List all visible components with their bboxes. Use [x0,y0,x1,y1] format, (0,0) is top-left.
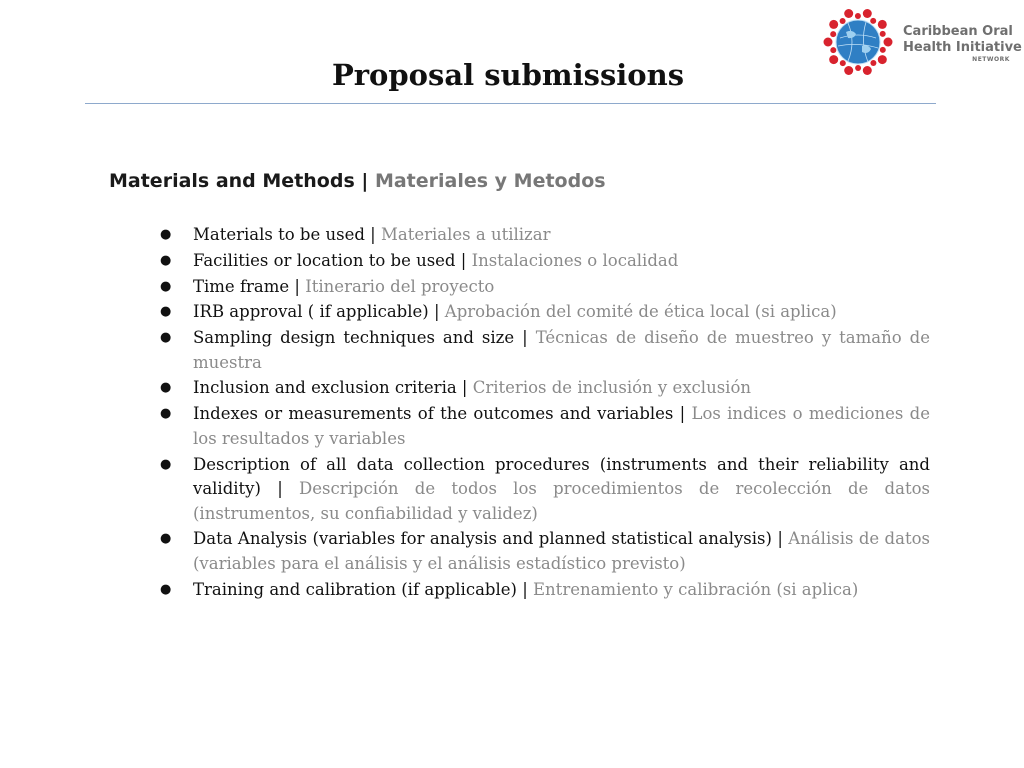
item-en: Description of all data collection procedures (instruments and their reliability and validity) [193,454,930,499]
bullet-icon: ● [160,278,172,294]
item-separator: | [428,302,445,322]
section-heading-en: Materials and Methods [109,170,355,192]
item-es: Aprobación del comité de ética local (si aplica) [444,302,837,322]
bullet-icon: ● [160,456,172,472]
item-en: Time frame [193,276,290,296]
requirements-list [160,223,930,603]
list-item [160,402,930,451]
bullet-icon: ● [160,227,172,242]
item-separator: | [673,404,692,424]
bullet-icon: ● [160,380,172,396]
logo-line-1: Caribbean Oral [903,24,1013,39]
item-en: Sampling design techniques and size [193,328,515,348]
item-es: Los indices o mediciones de los resultados y variables [193,404,930,448]
logo-line-2: Health Initiative [903,40,1022,55]
list-item [160,223,930,248]
item-en: IRB approval ( if applicable) [193,302,429,322]
section-heading-es: Materiales y Metodos [374,170,606,192]
list-item [160,578,930,603]
section-heading [109,170,606,192]
bullet-icon: ● [160,531,172,547]
list-item [160,326,930,375]
item-en: Inclusion and exclusion criteria [193,378,457,398]
list-item [160,376,930,401]
item-es: Descripción de todos los procedimientos de recolección de datos (instrumentos, su confiabilidad y validez) [193,479,930,523]
item-separator: | [455,250,472,270]
page-title: Proposal submissions [331,58,685,92]
item-es: Itinerario del proyecto [305,276,495,296]
list-item [160,275,930,300]
section-heading-separator: | [354,170,375,192]
title-divider [85,103,936,104]
item-en: Facilities or location to be used [193,250,456,270]
logo-line-3: NETWORK [972,56,1010,63]
item-separator: | [456,378,473,398]
item-separator: | [516,579,534,599]
bullet-icon: ● [160,581,172,597]
list-item [160,453,930,527]
item-es: Criterios de inclusión y exclusión [472,378,752,398]
item-separator: | [364,225,381,244]
item-es: Instalaciones o localidad [471,250,679,270]
bullet-icon: ● [160,330,172,346]
item-en: Data Analysis (variables for analysis and planned statistical analysis) [193,529,772,549]
list-item [160,249,930,274]
item-en: Materials to be used [193,225,365,244]
item-es: Entrenamiento y calibración (si aplica) [533,579,859,599]
item-es: Análisis de datos (variables para el análisis y el análisis estadístico previsto) [193,529,930,573]
list-item [160,300,930,325]
item-separator: | [260,479,300,499]
item-es: Técnicas de diseño de muestreo y tamaño de muestra [193,328,930,372]
bullet-icon: ● [160,304,172,320]
bullet-icon: ● [160,406,172,422]
item-separator: | [514,328,536,348]
item-es: Materiales a utilizar [380,225,551,244]
item-en: Training and calibration (if applicable) [193,579,517,599]
item-separator: | [771,529,789,549]
list-item [160,527,930,576]
item-separator: | [289,276,306,296]
bullet-icon: ● [160,252,172,268]
item-en: Indexes or measurements of the outcomes and variables [193,404,674,424]
